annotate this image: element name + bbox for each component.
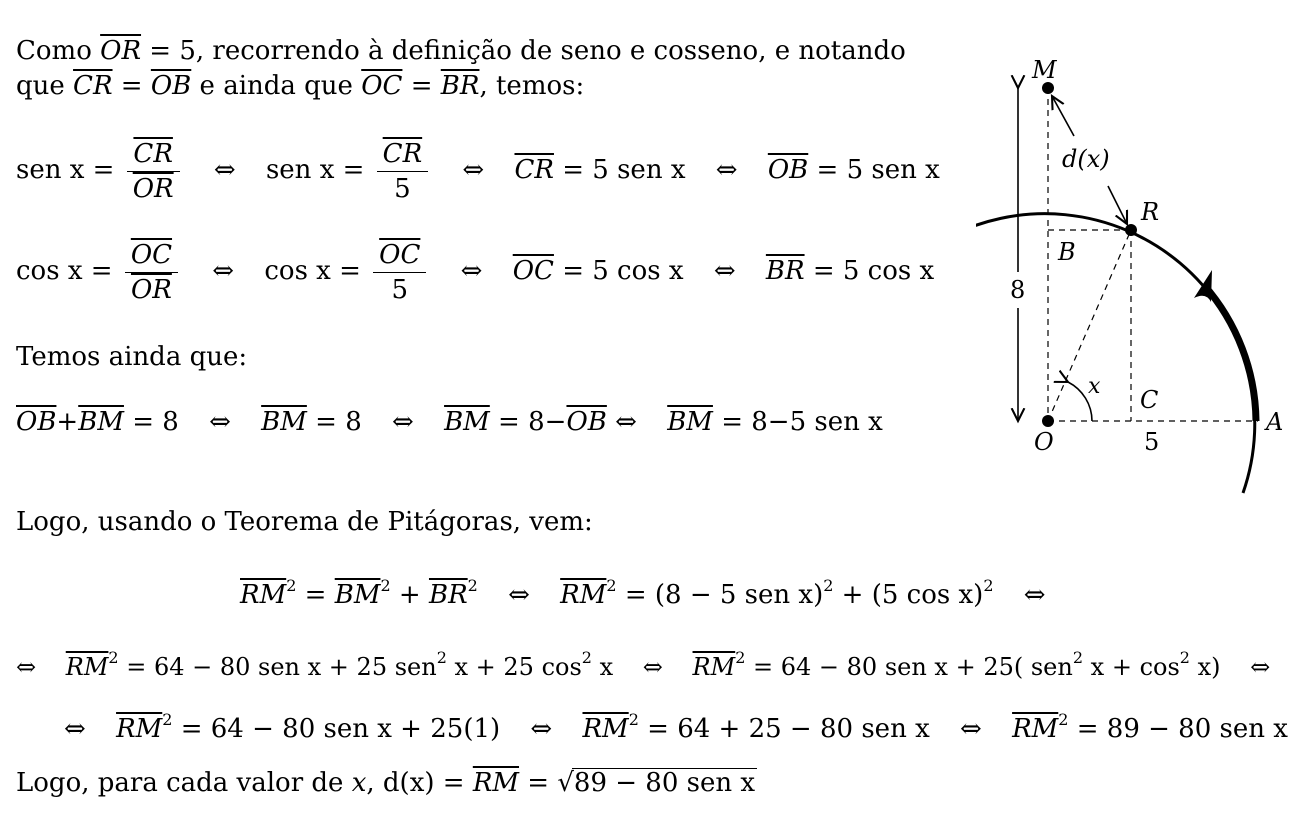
label-m: M [1032,56,1057,84]
pythagoras-line-2: ⇔ $\overline{RM}^2 = 64 - 80$ sen x + 25 sen$^2$ x + 25 $\cos^2 x$ ⇔ $\overline{RM}^2 = 64 - 80$ sen x + 25( sen$^2$ $x + \cos^2 x$) ⇔ [16,648,1271,681]
point-o [1042,415,1054,427]
logo-usando: Logo, usando o Teorema de Pitágoras, vem: [16,507,593,537]
label-dx: d(x) [1062,145,1110,173]
dx-arrow-down [1108,186,1127,224]
conclusion-line: Logo, para cada valor de x, $d(x) = \overline{RM} = √89 - 80$ sen x [16,768,756,798]
label-b: B [1058,238,1076,266]
sine-fraction-2: $\frac{\overline{CR}}{5}$ [377,139,428,204]
dx-arrow-up [1052,96,1074,136]
label-eight: 8 [1010,276,1026,304]
cosine-fraction-2: $\frac{\overline{OC}}{5}$ [373,240,426,305]
intro-line-2: que $\overline{CR} = \overline{OB}$ e ainda que $\overline{OC} = \overline{BR}$, temos: [16,71,585,101]
direction-arc [1204,285,1256,421]
label-angle-x: x [1088,374,1101,399]
label-o: O [1034,428,1054,456]
geometry-figure [976,40,1316,510]
label-c: C [1140,386,1159,414]
direction-arrowhead [1194,270,1212,302]
temos-ainda: Temos ainda que: [16,342,248,372]
sine-equation: sen x = $\frac{\overline{CR}}{OR}$ ⇔ sen x = $\frac{\overline{CR}}{5}$ ⇔ $\overline{CR} = 5$ sen x ⇔ $\overline{OB} = 5$ sen x [16,138,940,204]
cosine-equation: cos x = $\frac{\overline{OC}}{OR}$ ⇔ cos x = $\frac{\overline{OC}}{5}$ ⇔ $\overline{OC} = 5$ cos x ⇔ $\overline{BR} = 5$ cos x [16,239,935,305]
cosine-fraction-1: $\frac{\overline{OC}}{OR}$ [125,240,178,305]
intro-line-1: Como $\overline{OR} = 5$, recorrendo à definição de seno e cosseno, e notando [16,36,906,66]
label-r: R [1141,198,1160,226]
pythagoras-line-3: ⇔ $\overline{RM}^2 = 64 - 80$ sen x + 25(1) ⇔ $\overline{RM}^2 = 64 + 25 - 80$ sen x ⇔ $\overline{RM}^2 = 89 - 80$ sen x [64,710,1288,744]
label-a: A [1266,408,1284,436]
bm-equation: $\overline{OB}+\overline{BM} = 8$ ⇔ $\overline{BM} = 8$ ⇔ $\overline{BM} = 8-\overline{OB}$ ⇔ $\overline{BM} = 8-5$ sen x [16,407,883,437]
sine-fraction-1: $\frac{\overline{CR}}{OR}$ [127,139,180,204]
label-five: 5 [1144,428,1160,456]
pythagoras-line-1: $\overline{RM}^2 = \overline{BM}^2 + \overline{BR}^2$ ⇔ $\overline{RM}^2 = (8 - 5$ sen x)$^2$ + (5 cos x)$^2$ ⇔ [240,576,1046,610]
point-r [1125,224,1137,236]
